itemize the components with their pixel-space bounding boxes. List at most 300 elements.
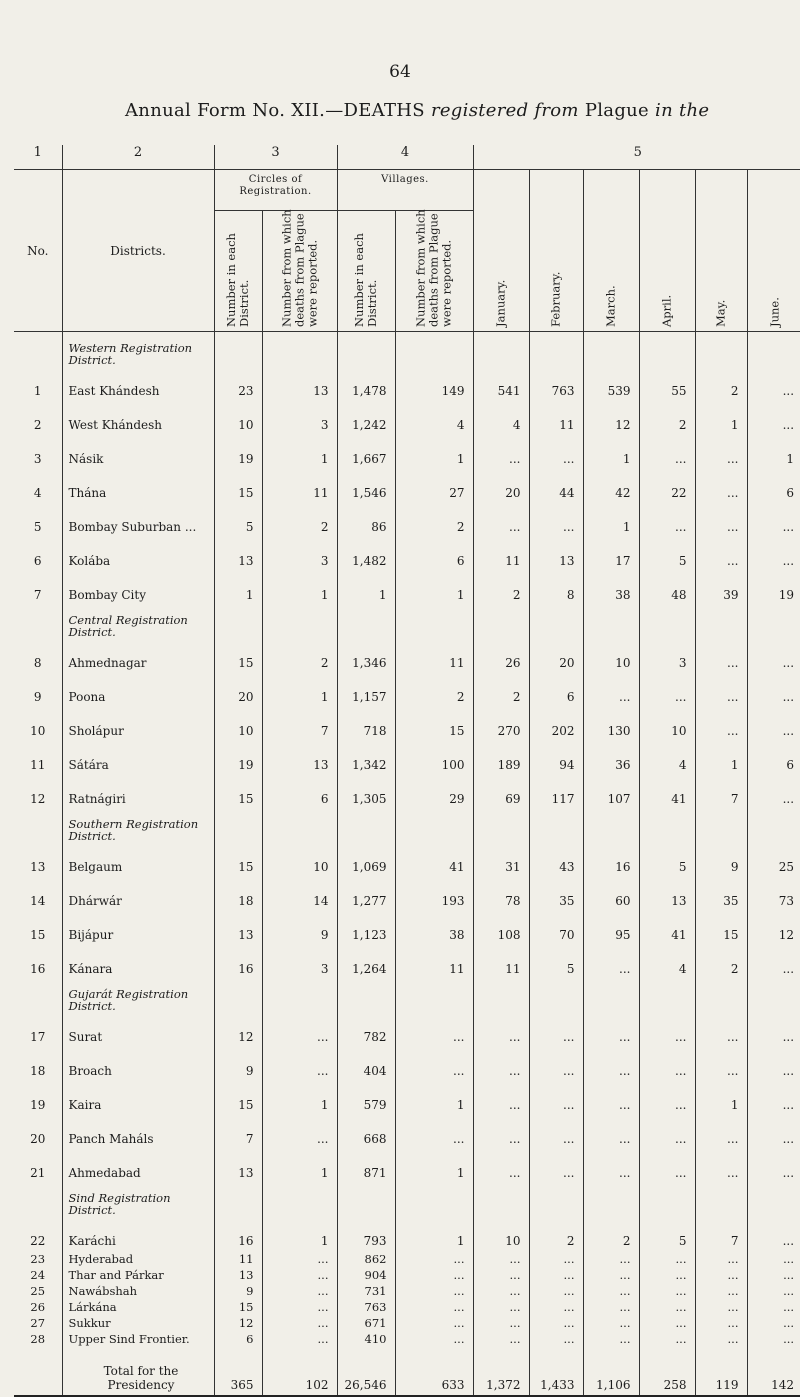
june-deaths: ... <box>747 1314 800 1330</box>
may-deaths: 15 <box>695 910 747 944</box>
row-number: 14 <box>30 894 46 908</box>
circles-count: 16 <box>214 944 262 978</box>
section-spacer <box>14 978 62 1012</box>
villages-count: 1,342 <box>337 740 395 774</box>
circles-plague: ... <box>262 1266 337 1282</box>
total-circles-plague: 102 <box>262 1346 337 1396</box>
circles-plague: 1 <box>262 672 337 706</box>
circles-count: 15 <box>214 774 262 808</box>
january-deaths: 4 <box>473 400 529 434</box>
section-spacer <box>14 808 62 842</box>
district-name: Bombay Suburban ... <box>62 502 214 536</box>
may-deaths: ... <box>695 706 747 740</box>
may-deaths: 1 <box>695 740 747 774</box>
section-empty-cell <box>395 604 473 638</box>
circles-count: 18 <box>214 876 262 910</box>
february-deaths: 6 <box>529 672 583 706</box>
table-row <box>14 366 800 400</box>
circles-count: 16 <box>214 1216 262 1250</box>
villages-count: 671 <box>337 1314 395 1330</box>
section-empty-cell <box>529 604 583 638</box>
row-number: 25 <box>30 1284 46 1298</box>
title-italic-mid: registered from <box>430 100 579 121</box>
colno-3: 3 <box>214 145 337 170</box>
section-title: Southern Registration District. <box>62 808 214 842</box>
february-deaths: 8 <box>529 570 583 604</box>
section-empty-cell <box>395 978 473 1012</box>
row-number: 8 <box>33 656 42 670</box>
row-number: 6 <box>33 554 42 568</box>
district-name: Sukkur <box>62 1314 214 1330</box>
february-deaths: 5 <box>529 944 583 978</box>
section-title: Central Registration District. <box>62 604 214 638</box>
january-deaths: 108 <box>473 910 529 944</box>
march-deaths: 17 <box>583 536 639 570</box>
march-deaths: ... <box>583 672 639 706</box>
february-deaths: ... <box>529 1148 583 1182</box>
section-empty-cell <box>337 808 395 842</box>
villages-count: 1,242 <box>337 400 395 434</box>
district-name: Kánara <box>62 944 214 978</box>
table-row <box>14 672 800 706</box>
april-deaths: ... <box>639 672 695 706</box>
row-number: 4 <box>33 486 42 500</box>
section-empty-cell <box>529 1182 583 1216</box>
circles-plague: 1 <box>262 1080 337 1114</box>
villages-plague: ... <box>395 1282 473 1298</box>
march-deaths: 16 <box>583 842 639 876</box>
january-deaths: 31 <box>473 842 529 876</box>
june-deaths: ... <box>747 400 800 434</box>
may-deaths: 7 <box>695 1216 747 1250</box>
january-deaths: ... <box>473 1046 529 1080</box>
row-number: 17 <box>30 1030 46 1044</box>
row-number: 27 <box>30 1316 46 1330</box>
villages-count: 1,157 <box>337 672 395 706</box>
row-number: 24 <box>30 1268 46 1282</box>
circles-count: 15 <box>214 1298 262 1314</box>
june-deaths: ... <box>747 1012 800 1046</box>
section-empty-cell <box>583 604 639 638</box>
may-deaths: ... <box>695 1282 747 1298</box>
header-villages-plague: Number from which deaths from Plague were reported. <box>395 211 473 332</box>
june-deaths: 19 <box>747 570 800 604</box>
march-deaths: ... <box>583 1114 639 1148</box>
section-empty-cell <box>262 604 337 638</box>
table-row <box>14 1216 800 1250</box>
circles-plague: 1 <box>262 434 337 468</box>
row-number: 21 <box>30 1166 46 1180</box>
january-deaths: ... <box>473 1114 529 1148</box>
villages-count: 871 <box>337 1148 395 1182</box>
section-header-row <box>14 332 800 367</box>
table-row <box>14 1012 800 1046</box>
may-deaths: 35 <box>695 876 747 910</box>
row-number: 15 <box>30 928 46 942</box>
district-name: East Khándesh <box>62 366 214 400</box>
villages-plague: 1 <box>395 570 473 604</box>
june-deaths: ... <box>747 1282 800 1298</box>
february-deaths: 202 <box>529 706 583 740</box>
villages-count: 1,546 <box>337 468 395 502</box>
circles-count: 13 <box>214 910 262 944</box>
section-empty-cell <box>529 808 583 842</box>
june-deaths: ... <box>747 1114 800 1148</box>
june-deaths: 25 <box>747 842 800 876</box>
district-name: Bijápur <box>62 910 214 944</box>
march-deaths: 95 <box>583 910 639 944</box>
villages-plague: 100 <box>395 740 473 774</box>
villages-plague: 1 <box>395 434 473 468</box>
may-deaths: ... <box>695 1250 747 1266</box>
villages-count: 1 <box>337 570 395 604</box>
april-deaths: ... <box>639 1330 695 1346</box>
may-deaths: 2 <box>695 366 747 400</box>
district-name: Panch Maháls <box>62 1114 214 1148</box>
section-empty-cell <box>639 1182 695 1216</box>
june-deaths: ... <box>747 706 800 740</box>
january-deaths: ... <box>473 1298 529 1314</box>
january-deaths: 69 <box>473 774 529 808</box>
circles-plague: ... <box>262 1314 337 1330</box>
section-empty-cell <box>695 332 747 367</box>
february-deaths: 43 <box>529 842 583 876</box>
total-circles-count: 365 <box>214 1346 262 1396</box>
february-deaths: 35 <box>529 876 583 910</box>
table-row <box>14 706 800 740</box>
row-number: 12 <box>30 792 46 806</box>
section-empty-cell <box>639 808 695 842</box>
district-name: Kolába <box>62 536 214 570</box>
circles-count: 12 <box>214 1012 262 1046</box>
villages-count: 763 <box>337 1298 395 1314</box>
header-march: March. <box>583 170 639 332</box>
february-deaths: 11 <box>529 400 583 434</box>
villages-count: 793 <box>337 1216 395 1250</box>
table-row <box>14 842 800 876</box>
may-deaths: ... <box>695 1046 747 1080</box>
section-empty-cell <box>214 332 262 367</box>
section-spacer <box>14 332 62 367</box>
villages-count: 1,123 <box>337 910 395 944</box>
march-deaths: 1 <box>583 434 639 468</box>
table-row <box>14 570 800 604</box>
header-circles-group: Circles of Registration. <box>214 170 337 211</box>
table-row <box>14 876 800 910</box>
circles-plague: ... <box>262 1250 337 1266</box>
title-plague: Plague <box>584 100 649 121</box>
header-february: February. <box>529 170 583 332</box>
table-row <box>14 1080 800 1114</box>
circles-count: 19 <box>214 434 262 468</box>
april-deaths: 13 <box>639 876 695 910</box>
may-deaths: ... <box>695 1266 747 1282</box>
circles-count: 9 <box>214 1046 262 1080</box>
circles-plague: 14 <box>262 876 337 910</box>
circles-count: 6 <box>214 1330 262 1346</box>
section-empty-cell <box>695 978 747 1012</box>
district-name: Násik <box>62 434 214 468</box>
villages-count: 904 <box>337 1266 395 1282</box>
section-title: Western Registration District. <box>62 332 214 367</box>
district-name: Hyderabad <box>62 1250 214 1266</box>
june-deaths: ... <box>747 366 800 400</box>
circles-plague: 1 <box>262 570 337 604</box>
table-row <box>14 944 800 978</box>
section-empty-cell <box>695 1182 747 1216</box>
section-empty-cell <box>747 808 800 842</box>
section-empty-cell <box>262 978 337 1012</box>
april-deaths: 5 <box>639 536 695 570</box>
june-deaths: ... <box>747 1266 800 1282</box>
february-deaths: ... <box>529 1282 583 1298</box>
circles-plague: 2 <box>262 502 337 536</box>
january-deaths: 2 <box>473 672 529 706</box>
villages-plague: 2 <box>395 672 473 706</box>
march-deaths: 38 <box>583 570 639 604</box>
january-deaths: 26 <box>473 638 529 672</box>
row-number: 26 <box>30 1300 46 1314</box>
colno-4: 4 <box>337 145 473 170</box>
april-deaths: ... <box>639 1046 695 1080</box>
total-may: 119 <box>695 1346 747 1396</box>
row-number: 19 <box>30 1098 46 1112</box>
district-name: Kaira <box>62 1080 214 1114</box>
section-empty-cell <box>473 604 529 638</box>
march-deaths: ... <box>583 1314 639 1330</box>
header-april: April. <box>639 170 695 332</box>
villages-plague: ... <box>395 1266 473 1282</box>
section-header-row <box>14 1182 800 1216</box>
row-number: 2 <box>33 418 42 432</box>
header-june: June. <box>747 170 800 332</box>
district-name: Broach <box>62 1046 214 1080</box>
section-empty-cell <box>337 332 395 367</box>
table-body <box>14 332 800 1397</box>
villages-plague: 11 <box>395 944 473 978</box>
may-deaths: 1 <box>695 400 747 434</box>
circles-count: 15 <box>214 842 262 876</box>
february-deaths: ... <box>529 1080 583 1114</box>
district-name: Upper Sind Frontier. <box>62 1330 214 1346</box>
section-empty-cell <box>583 978 639 1012</box>
june-deaths: 73 <box>747 876 800 910</box>
total-february: 1,433 <box>529 1346 583 1396</box>
villages-count: 1,277 <box>337 876 395 910</box>
january-deaths: ... <box>473 1250 529 1266</box>
villages-plague: 1 <box>395 1216 473 1250</box>
villages-plague: 27 <box>395 468 473 502</box>
january-deaths: 20 <box>473 468 529 502</box>
june-deaths: 12 <box>747 910 800 944</box>
district-name: Poona <box>62 672 214 706</box>
march-deaths: ... <box>583 1298 639 1314</box>
march-deaths: ... <box>583 944 639 978</box>
row-number: 22 <box>30 1234 46 1248</box>
villages-count: 1,478 <box>337 366 395 400</box>
page-number: 64 <box>389 62 411 82</box>
april-deaths: 4 <box>639 740 695 774</box>
january-deaths: ... <box>473 1148 529 1182</box>
january-deaths: 11 <box>473 536 529 570</box>
header-districts: Districts. <box>62 170 214 332</box>
district-name: West Khándesh <box>62 400 214 434</box>
april-deaths: 2 <box>639 400 695 434</box>
total-april: 258 <box>639 1346 695 1396</box>
june-deaths: 6 <box>747 740 800 774</box>
villages-plague: 2 <box>395 502 473 536</box>
january-deaths: 78 <box>473 876 529 910</box>
section-empty-cell <box>214 978 262 1012</box>
row-number: 18 <box>30 1064 46 1078</box>
may-deaths: 7 <box>695 774 747 808</box>
section-empty-cell <box>473 808 529 842</box>
may-deaths: 1 <box>695 1080 747 1114</box>
april-deaths: ... <box>639 1282 695 1298</box>
june-deaths: ... <box>747 1148 800 1182</box>
march-deaths: ... <box>583 1012 639 1046</box>
villages-count: 782 <box>337 1012 395 1046</box>
villages-count: 1,069 <box>337 842 395 876</box>
february-deaths: 94 <box>529 740 583 774</box>
february-deaths: ... <box>529 1012 583 1046</box>
villages-plague: 149 <box>395 366 473 400</box>
may-deaths: ... <box>695 502 747 536</box>
february-deaths: ... <box>529 1298 583 1314</box>
circles-plague: 3 <box>262 536 337 570</box>
section-title: Gujarát Registration District. <box>62 978 214 1012</box>
circles-count: 10 <box>214 400 262 434</box>
june-deaths: ... <box>747 536 800 570</box>
section-empty-cell <box>529 332 583 367</box>
february-deaths: 2 <box>529 1216 583 1250</box>
villages-count: 86 <box>337 502 395 536</box>
april-deaths: ... <box>639 1114 695 1148</box>
circles-plague: 1 <box>262 1216 337 1250</box>
district-name: Sholápur <box>62 706 214 740</box>
march-deaths: 42 <box>583 468 639 502</box>
header-villages-group: Villages. <box>337 170 473 211</box>
row-number: 20 <box>30 1132 46 1146</box>
march-deaths: 10 <box>583 638 639 672</box>
villages-plague: 1 <box>395 1148 473 1182</box>
colno-2: 2 <box>62 145 214 170</box>
january-deaths: 2 <box>473 570 529 604</box>
section-empty-cell <box>583 332 639 367</box>
district-name: Nawábshah <box>62 1282 214 1298</box>
title-lead: Annual Form No. XII.—DEATHS <box>125 100 425 121</box>
april-deaths: ... <box>639 1314 695 1330</box>
colno-5: 5 <box>473 145 800 170</box>
circles-count: 20 <box>214 672 262 706</box>
january-deaths: 11 <box>473 944 529 978</box>
circles-count: 7 <box>214 1114 262 1148</box>
table-row <box>14 638 800 672</box>
april-deaths: 10 <box>639 706 695 740</box>
april-deaths: 41 <box>639 774 695 808</box>
february-deaths: ... <box>529 1330 583 1346</box>
deaths-table <box>14 145 800 1397</box>
february-deaths: ... <box>529 502 583 536</box>
header-no: No. <box>14 170 62 332</box>
section-empty-cell <box>214 604 262 638</box>
section-empty-cell <box>695 604 747 638</box>
april-deaths: 3 <box>639 638 695 672</box>
table-row <box>14 1250 800 1266</box>
district-name: Thána <box>62 468 214 502</box>
row-number: 11 <box>30 758 46 772</box>
villages-count: 1,305 <box>337 774 395 808</box>
villages-count: 718 <box>337 706 395 740</box>
section-empty-cell <box>262 332 337 367</box>
table-row <box>14 910 800 944</box>
villages-count: 1,346 <box>337 638 395 672</box>
header-circles-plague: Number from which deaths from Plague were reported. <box>262 211 337 332</box>
section-empty-cell <box>639 604 695 638</box>
circles-count: 13 <box>214 536 262 570</box>
villages-plague: 11 <box>395 638 473 672</box>
section-empty-cell <box>473 332 529 367</box>
circles-plague: 1 <box>262 1148 337 1182</box>
section-empty-cell <box>214 1182 262 1216</box>
total-row <box>14 1346 800 1396</box>
february-deaths: ... <box>529 1046 583 1080</box>
villages-count: 1,264 <box>337 944 395 978</box>
march-deaths: ... <box>583 1080 639 1114</box>
april-deaths: ... <box>639 1250 695 1266</box>
district-name: Dhárwár <box>62 876 214 910</box>
district-name: Thar and Párkar <box>62 1266 214 1282</box>
march-deaths: ... <box>583 1148 639 1182</box>
march-deaths: 107 <box>583 774 639 808</box>
total-villages-count: 26,546 <box>337 1346 395 1396</box>
february-deaths: ... <box>529 1250 583 1266</box>
march-deaths: ... <box>583 1250 639 1266</box>
title-italic-end: in the <box>655 100 710 121</box>
villages-plague: 38 <box>395 910 473 944</box>
section-empty-cell <box>337 978 395 1012</box>
total-june: 142 <box>747 1346 800 1396</box>
table-row <box>14 740 800 774</box>
villages-count: 410 <box>337 1330 395 1346</box>
villages-plague: 6 <box>395 536 473 570</box>
january-deaths: ... <box>473 1314 529 1330</box>
section-empty-cell <box>395 332 473 367</box>
circles-count: 19 <box>214 740 262 774</box>
villages-plague: ... <box>395 1012 473 1046</box>
march-deaths: 539 <box>583 366 639 400</box>
january-deaths: ... <box>473 1080 529 1114</box>
june-deaths: ... <box>747 1046 800 1080</box>
circles-plague: ... <box>262 1298 337 1314</box>
section-header-row <box>14 978 800 1012</box>
section-empty-cell <box>262 1182 337 1216</box>
header-january: January. <box>473 170 529 332</box>
circles-count: 15 <box>214 468 262 502</box>
may-deaths: ... <box>695 638 747 672</box>
section-header-row <box>14 604 800 638</box>
circles-plague: 10 <box>262 842 337 876</box>
row-number: 28 <box>30 1332 46 1346</box>
may-deaths: ... <box>695 1330 747 1346</box>
february-deaths: ... <box>529 1114 583 1148</box>
april-deaths: 4 <box>639 944 695 978</box>
table-row <box>14 1282 800 1298</box>
section-title: Sind Registration District. <box>62 1182 214 1216</box>
june-deaths: ... <box>747 1080 800 1114</box>
april-deaths: ... <box>639 1298 695 1314</box>
april-deaths: ... <box>639 1012 695 1046</box>
